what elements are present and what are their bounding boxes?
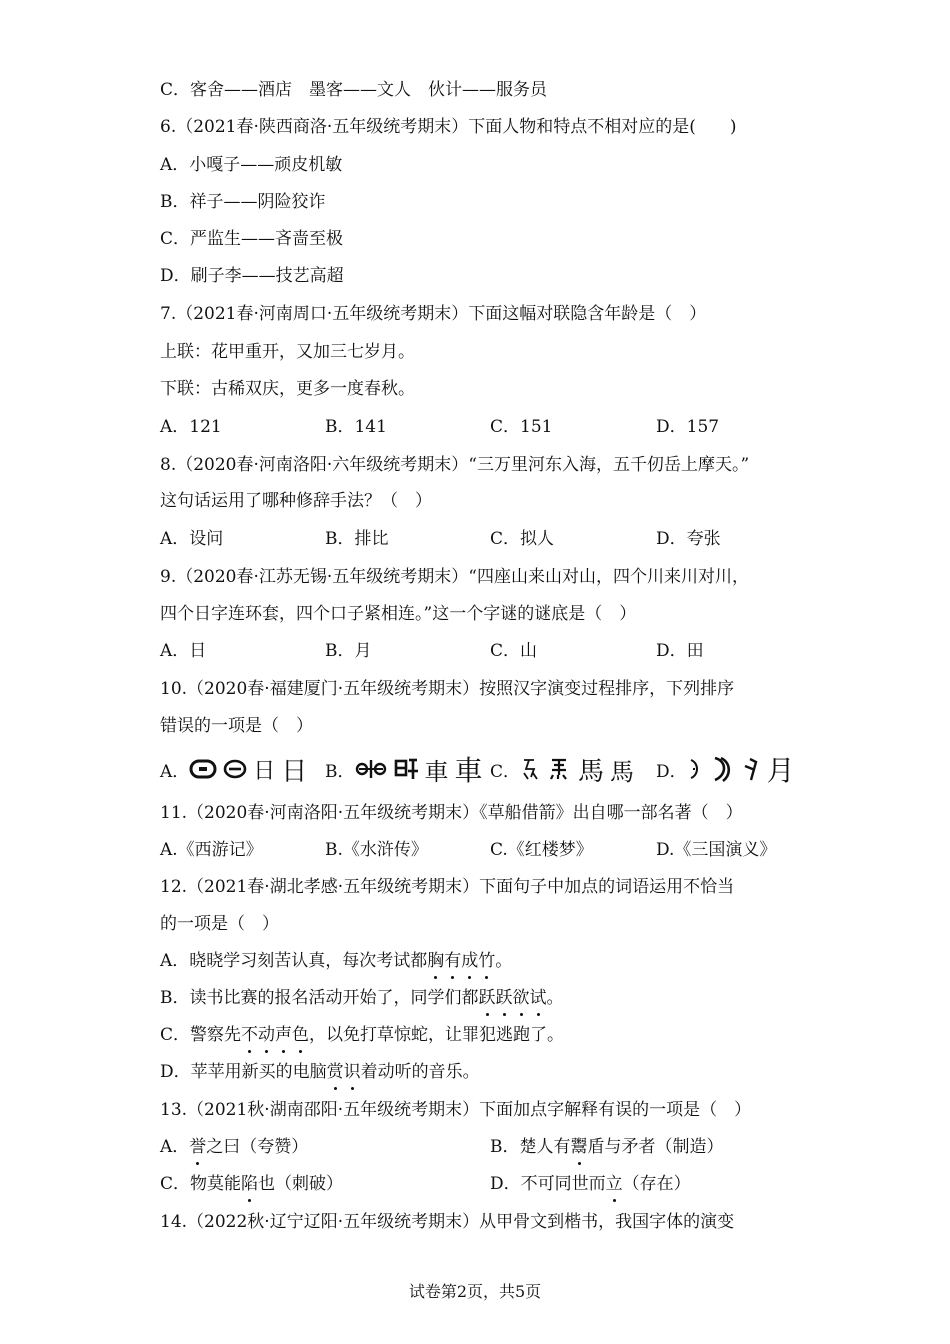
q13-option-d <box>490 1172 691 1196</box>
q13-option-d-text: D．不可同世而 <box>490 1174 606 1194</box>
dotted-char: 试 <box>529 988 547 1008</box>
q7-option-b: B．141 <box>325 417 387 437</box>
q8-option-b: B．排比 <box>325 529 389 549</box>
cart-character-evolution-icon: 車 <box>355 752 449 787</box>
q14-stem: 14.（2022秋·辽宁辽阳·五年级统考期末）从甲骨文到楷书，我国字体的演变 <box>160 1212 735 1232</box>
q12-option-c-text: C．警察先 <box>160 1025 242 1045</box>
q12-option-d-tail: 着动听的音乐。 <box>360 1062 480 1082</box>
q11-option-d: D.《三国演义》 <box>656 840 777 860</box>
q7-couplet-line1: 上联：花甲重开，又加三七岁月。 <box>160 342 415 362</box>
q12-option-c-tail: ，以免打草惊蛇，让罪犯逃跑了。 <box>309 1025 565 1045</box>
q6-option-c: C．严监生——吝啬至极 <box>160 229 344 249</box>
dotted-char: 胸 <box>427 951 445 971</box>
q6-option-d: D．刷子李——技艺高超 <box>160 266 344 286</box>
q9-stem-line1: 9.（2020春·江苏无锡·五年级统考期末）“四座山来山对山，四个川来川对川， <box>160 567 749 587</box>
q11-option-a: A.《西游记》 <box>160 840 263 860</box>
q7-option-c: C．151 <box>490 417 553 437</box>
q8-option-c: C．拟人 <box>490 529 555 549</box>
dotted-char: 赏 <box>326 1062 344 1082</box>
q11-option-b: B.《水浒传》 <box>325 840 428 860</box>
dotted-char: 成 <box>461 951 479 971</box>
q7-option-d: D．157 <box>656 417 720 437</box>
q8-stem-line1: 8.（2020春·河南洛阳·六年级统考期末）“三万里河东入海，五千仞岳上摩天。” <box>160 455 750 475</box>
q10-stem-line1: 10.（2020春·福建厦门·五年级统考期末）按照汉字演变过程排序，下列排序 <box>160 679 735 699</box>
q10-option-b <box>325 752 483 786</box>
dotted-char: 声 <box>275 1025 293 1045</box>
q12-option-b <box>160 986 564 1010</box>
dotted-char: 跃 <box>478 988 496 1008</box>
q8-stem-line2: 这句话运用了哪种修辞手法？（ ） <box>160 491 432 511</box>
q12-option-b-text: B．读书比赛的报名活动开始了，同学们都 <box>160 988 479 1008</box>
q11-option-c: C.《红楼梦》 <box>490 840 593 860</box>
q9-option-c: C．山 <box>490 641 538 661</box>
q13-option-b <box>490 1135 724 1159</box>
q7-option-a: A．121 <box>160 417 222 437</box>
q6-option-b: B．祥子——阴险狡诈 <box>160 192 326 212</box>
q12-stem-line2: 的一项是（ ） <box>160 914 279 934</box>
q6-stem: 6.（2021春·陕西商洛·五年级统考期末）下面人物和特点不相对应的是( ) <box>160 117 737 137</box>
dotted-char: 跃 <box>495 988 513 1008</box>
q10-option-a-glyph: 日 <box>281 756 308 787</box>
q10-option-a-letter: A． <box>160 761 190 782</box>
dotted-char: 鬻 <box>570 1137 588 1157</box>
moon-character-evolution-icon <box>687 755 761 783</box>
dotted-char: 色 <box>292 1025 310 1045</box>
q9-option-d: D．田 <box>656 641 704 661</box>
q13-option-b-text: B．楚人有 <box>490 1137 571 1157</box>
q10-option-c-glyph: 馬 <box>610 757 635 786</box>
q13-option-b-tail: 盾与矛者（制造） <box>587 1137 724 1157</box>
q10-stem-line2: 错误的一项是（ ） <box>160 716 313 736</box>
dotted-char: 动 <box>258 1025 276 1045</box>
dotted-char: 竹 <box>478 951 496 971</box>
q13-stem: 13.（2021秋·湖南邵阳·五年级统考期末）下面加点字解释有误的一项是（ ） <box>160 1100 752 1120</box>
q6-option-a: A．小嘎子——顽皮机敏 <box>160 155 343 175</box>
q9-option-a: A．日 <box>160 641 207 661</box>
q7-stem: 7.（2021春·河南周口·五年级统考期末）下面这幅对联隐含年龄是（ ） <box>160 304 707 324</box>
q12-option-c <box>160 1023 564 1047</box>
q13-option-d-tail: （存在） <box>622 1174 691 1194</box>
dotted-char: 识 <box>343 1062 361 1082</box>
dotted-char: 誉 <box>189 1137 207 1157</box>
dotted-char: 不 <box>241 1025 259 1045</box>
q9-stem-line2: 四个日字连环套，四个口子紧相连。”这一个字谜的谜底是（ ） <box>160 604 637 624</box>
q10-option-b-glyph: 車 <box>454 754 483 787</box>
q12-option-a <box>160 949 512 973</box>
q13-option-c-tail: 也（刺破） <box>258 1174 344 1194</box>
q9-option-b: B．月 <box>325 641 372 661</box>
q10-option-c <box>490 752 634 786</box>
q8-option-a: A．设问 <box>160 529 224 549</box>
q12-option-a-tail: 。 <box>495 951 513 971</box>
q13-option-c <box>160 1172 343 1196</box>
q12-stem-line1: 12.（2021春·湖北孝感·五年级统考期末）下面句子中加点的词语运用不恰当 <box>160 877 735 897</box>
q13-option-c-text: C．物莫能 <box>160 1174 242 1194</box>
q10-option-a <box>160 752 307 786</box>
q10-option-b-letter: B． <box>325 761 355 782</box>
q11-stem: 11.（2020春·河南洛阳·五年级统考期末）《草船借箭》出自哪一部名著（ ） <box>160 803 743 823</box>
q13-option-a <box>160 1135 308 1159</box>
q10-option-c-letter: C． <box>490 761 521 782</box>
sun-character-evolution-icon: 日 <box>189 754 275 785</box>
dotted-char: 有 <box>444 951 462 971</box>
horse-character-evolution-icon: 馬 <box>520 751 604 788</box>
q8-option-d: D．夸张 <box>656 529 721 549</box>
q12-option-d <box>160 1060 480 1084</box>
dotted-char: 陷 <box>241 1174 259 1194</box>
page-footer: 试卷第2页，共5页 <box>408 1282 542 1301</box>
q7-couplet-line2: 下联：古稀双庆，更多一度春秋。 <box>160 379 415 399</box>
dotted-char: 立 <box>605 1174 623 1194</box>
q10-option-d-glyph: 月 <box>766 754 795 787</box>
q12-option-d-text: D．苹苹用新买的电脑 <box>160 1062 327 1082</box>
dotted-char: 欲 <box>512 988 530 1008</box>
q5-option-c: C．客舍——酒店 墨客——文人 伙计——服务员 <box>160 80 548 100</box>
q10-option-d-letter: D． <box>656 761 687 782</box>
q12-option-a-text: A．晓晓学习刻苦认真，每次考试都 <box>160 951 428 971</box>
q13-option-a-text: A． <box>160 1137 190 1157</box>
q12-option-b-tail: 。 <box>546 988 564 1008</box>
q10-option-d <box>656 752 795 786</box>
q13-option-a-tail: 之曰（夸赞） <box>206 1137 309 1157</box>
